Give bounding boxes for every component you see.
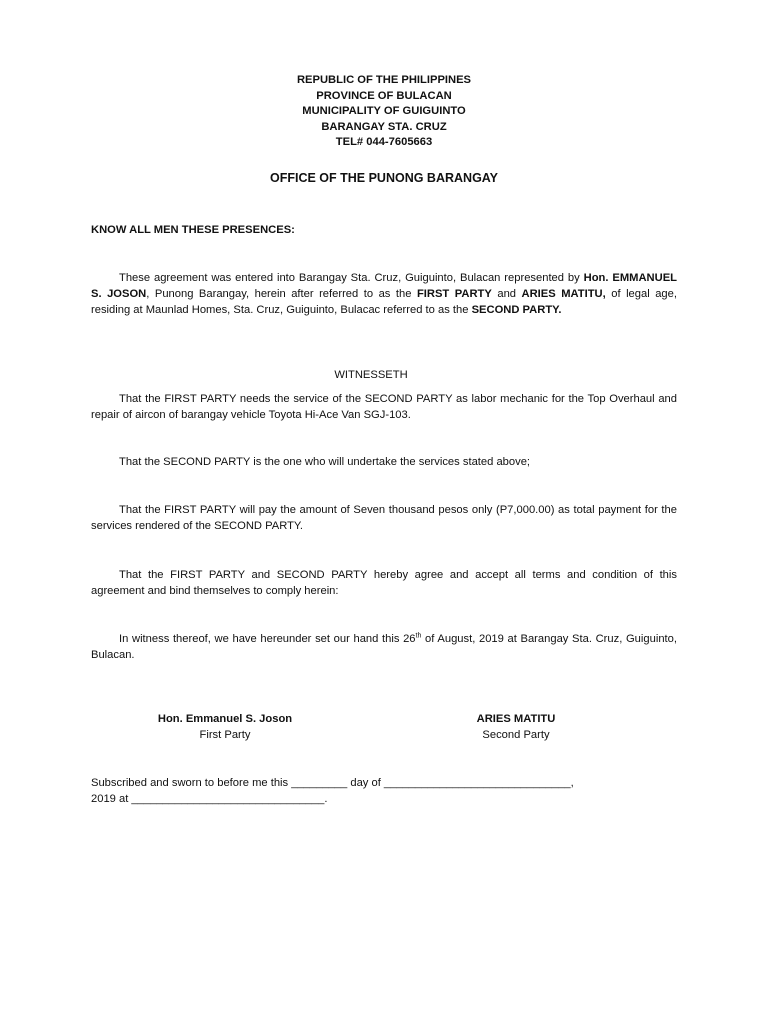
intro-paragraph [91, 270, 677, 318]
second-party-role: Second Party [482, 729, 550, 741]
in-witness-text-2: of August, 2019 at Barangay Sta. Cruz, Guiguinto, Bulacan. [91, 633, 677, 661]
clause-1-text: That the FIRST PARTY needs the service of the SECOND PARTY as labor mechanic for the Top Overhaul and repair of aircon of barangay vehicle Toyota Hi-Ace Van SGJ-103. [91, 393, 677, 421]
header-telephone: TEL# 044-7605663 [335, 136, 433, 148]
salutation: KNOW ALL MEN THESE PRESENCES: [91, 224, 295, 236]
clause-agreement [91, 567, 677, 599]
intro-second-party-name: ARIES MATITU, [521, 288, 606, 300]
witnesseth-heading: WITNESSETH [334, 369, 408, 381]
sworn-line-2: 2019 at _______________________________. [91, 793, 328, 805]
first-party-name: Hon. Emmanuel S. Joson [157, 713, 293, 725]
clause-payment [91, 502, 677, 534]
intro-first-party-name: Hon. EMMANUEL S. JOSON [91, 272, 677, 300]
intro-text-1: These agreement was entered into Barangay Sta. Cruz, Guiguinto, Bulacan represented by [119, 272, 584, 284]
office-title: OFFICE OF THE PUNONG BARANGAY [269, 171, 499, 185]
clause-3-text: That the FIRST PARTY will pay the amount of Seven thousand pesos only (P7,000.00) as total payment for the services rendered of the SECOND PARTY. [91, 504, 677, 532]
first-party-signatory [115, 711, 335, 743]
header-municipality: MUNICIPALITY OF GUIGUINTO [302, 105, 466, 117]
intro-text-2: , Punong Barangay, herein after referred to as the [146, 288, 417, 300]
second-party-name: ARIES MATITU [476, 713, 556, 725]
intro-first-party-label: FIRST PARTY [416, 288, 492, 300]
header-province: PROVINCE OF BULACAN [316, 89, 452, 102]
document-header [0, 73, 768, 151]
clause-4-text: That the FIRST PARTY and SECOND PARTY hereby agree and accept all terms and condition of this agreement and bind themselves to comply herein: [91, 569, 677, 597]
date-ordinal-suffix: th [415, 632, 422, 640]
header-republic: REPUBLIC OF THE PHILIPPINES [296, 74, 472, 86]
clause-labor-service [91, 391, 677, 423]
intro-text-3: and [491, 288, 522, 300]
second-party-signatory [426, 711, 606, 743]
clause-2-text: That the SECOND PARTY is the one who will undertake the services stated above; [119, 456, 531, 468]
first-party-role: First Party [199, 729, 251, 741]
sworn-line-1: Subscribed and sworn to before me this _________ day of ______________________________, [91, 777, 574, 789]
intro-text-4: of legal age, residing at Maunlad Homes, Sta. Cruz, Guiguinto, Bulacac referred to as the [91, 288, 677, 316]
header-barangay: BARANGAY STA. CRUZ [321, 120, 447, 133]
in-witness-paragraph [91, 631, 677, 663]
intro-second-party-label: SECOND PARTY. [471, 304, 562, 316]
in-witness-text-1: In witness thereof, we have hereunder set our hand this 26 [119, 633, 416, 645]
subscribed-sworn-block [91, 775, 691, 807]
clause-undertake [91, 454, 677, 470]
